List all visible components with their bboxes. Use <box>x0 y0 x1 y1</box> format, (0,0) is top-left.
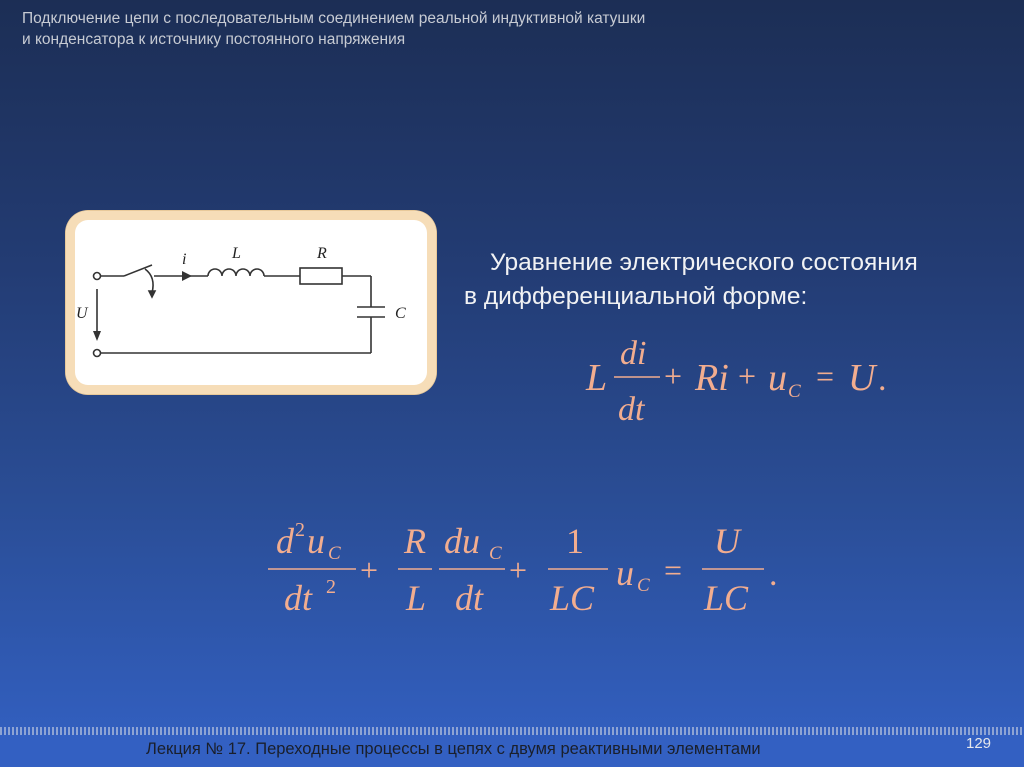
eq2-sub-C-2: C <box>489 543 502 564</box>
eq1-plus-2: + <box>738 358 757 394</box>
label-capacitor: C <box>395 305 406 322</box>
equation-heading <box>464 246 1004 314</box>
eq2-dt-2: dt <box>455 578 484 618</box>
label-resistor: R <box>317 245 327 262</box>
eq1-equals: = <box>816 358 835 394</box>
eq2-du: du <box>444 521 480 561</box>
resistor-box <box>300 268 342 284</box>
inductor-coil <box>208 269 264 276</box>
circuit-diagram <box>66 211 436 394</box>
current-arrow <box>182 271 192 281</box>
equation-1 <box>580 330 910 430</box>
eq1-U: U <box>848 357 876 399</box>
circuit-diagram-panel <box>66 211 436 394</box>
eq2-U: U <box>714 521 740 561</box>
eq1-sub-C: C <box>788 381 801 402</box>
footer-lecture-title: Лекция № 17. Переходные процессы в цепях с двумя реактивными элементами <box>146 740 761 758</box>
label-current: i <box>182 251 187 268</box>
bottom-terminal <box>94 350 101 357</box>
eq1-plus-1: + <box>664 358 683 394</box>
switch-arc <box>145 269 153 293</box>
page-number: 129 <box>966 735 992 752</box>
eq1-dt: dt <box>618 391 645 428</box>
label-inductor: L <box>232 245 241 262</box>
title-line-1: Подключение цепи с последовательным соединением реальной индуктивной катушки <box>22 10 646 27</box>
eq2-dt-1: dt <box>284 578 313 618</box>
eq2-period: . <box>769 556 778 593</box>
title-line-2: и конденсатора к источнику постоянного напряжения <box>22 31 406 48</box>
eq2-plus-1: + <box>360 552 379 588</box>
eq2-one: 1 <box>566 521 584 561</box>
eq1-u: u <box>768 357 787 399</box>
voltage-arrow-head <box>93 331 101 341</box>
eq1-L: L <box>586 357 608 399</box>
eq2-L: L <box>406 578 427 618</box>
eq2-LC-2: LC <box>704 578 749 618</box>
top-terminal <box>94 273 101 280</box>
heading-line-2: в дифференциальной форме: <box>464 283 808 310</box>
eq2-sub-C-1: C <box>328 543 341 564</box>
eq2-d: d <box>276 521 294 561</box>
heading-line-1: Уравнение электрического состояния <box>490 249 918 276</box>
slide-title <box>22 8 922 50</box>
eq1-period: . <box>878 361 887 398</box>
label-voltage: U <box>76 305 88 322</box>
eq2-R: R <box>404 521 426 561</box>
equation-2 <box>262 512 802 627</box>
switch-arrow <box>149 291 155 297</box>
footer-divider <box>0 727 1024 735</box>
eq2-u-1: u <box>307 521 325 561</box>
eq2-sup-2-bottom: 2 <box>326 576 336 598</box>
eq2-sup-2-top: 2 <box>295 519 305 541</box>
eq2-equals: = <box>664 552 683 588</box>
eq2-u-2: u <box>616 553 634 593</box>
eq2-plus-2: + <box>509 552 528 588</box>
eq1-di: di <box>620 335 647 372</box>
eq2-LC-1: LC <box>550 578 595 618</box>
eq2-sub-C-3: C <box>637 575 650 596</box>
eq1-Ri: Ri <box>695 357 729 399</box>
